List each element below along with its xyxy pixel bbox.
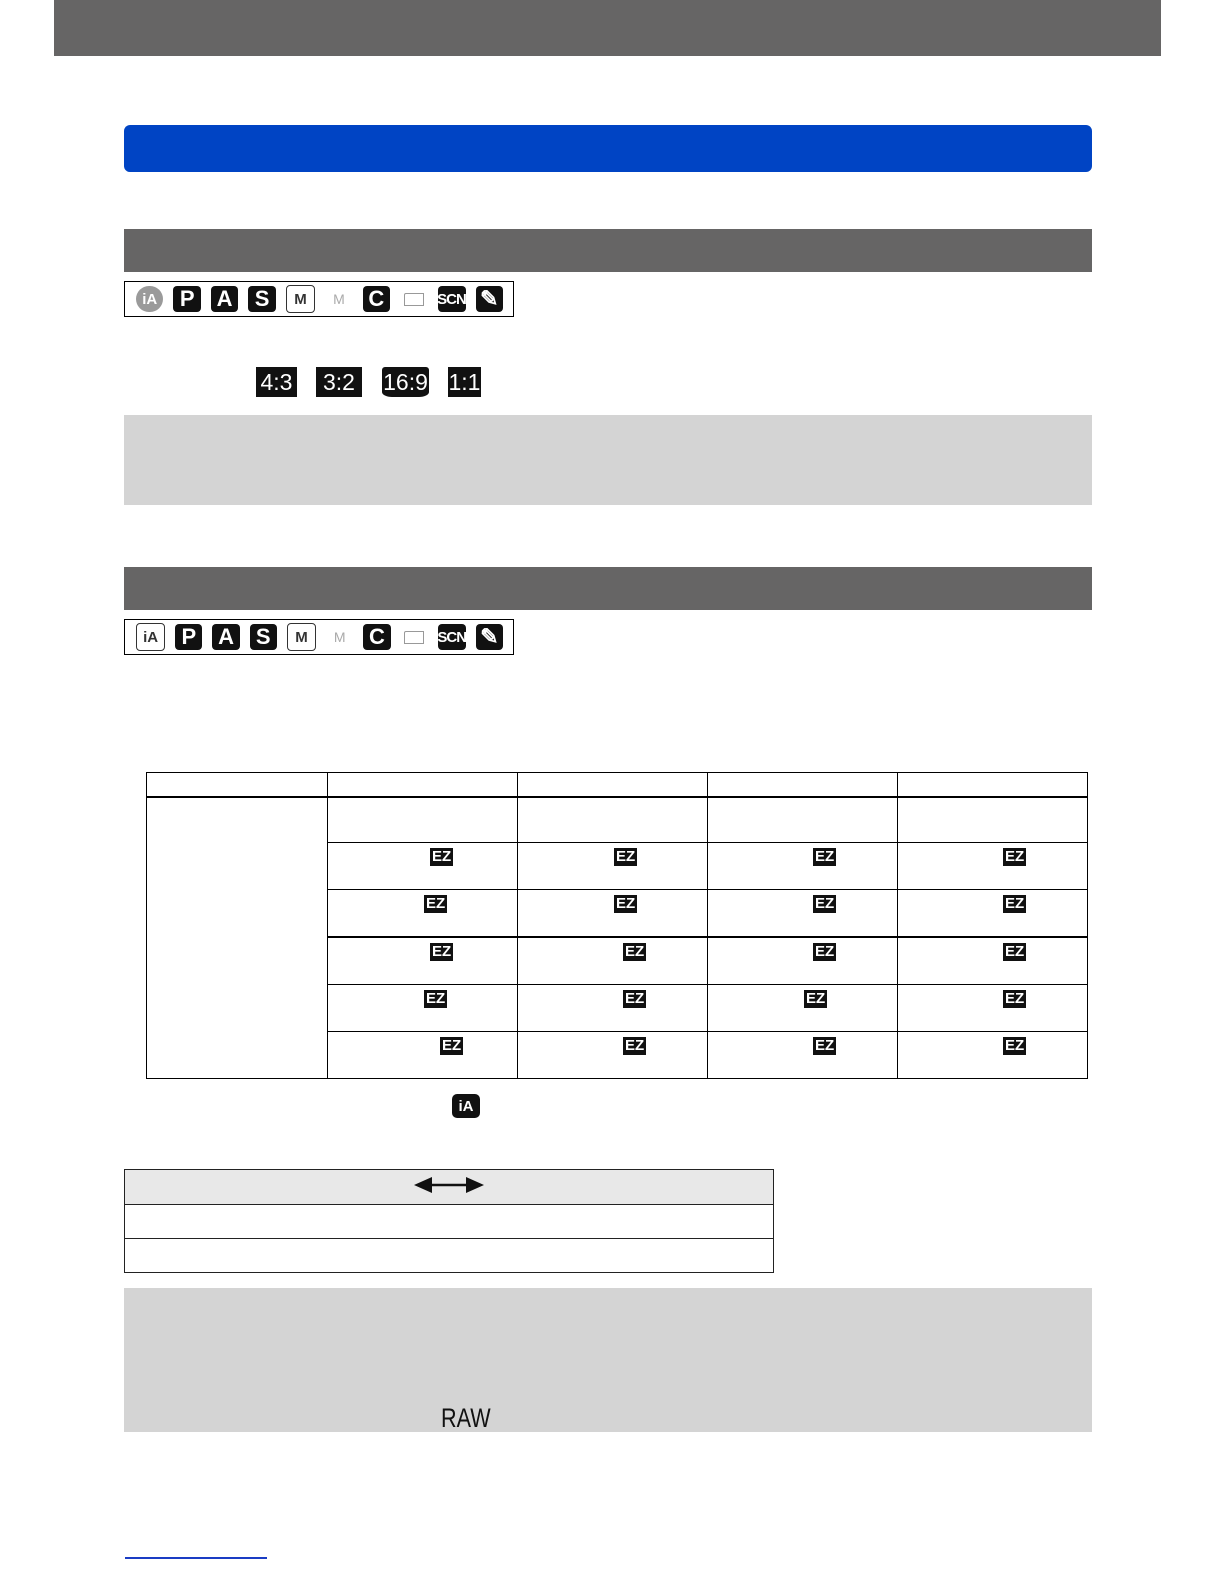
custom-mode-icon: C xyxy=(363,624,390,650)
creative-video-icon: M xyxy=(333,629,346,645)
table-cell xyxy=(328,843,518,890)
ez-icon: EZ xyxy=(1005,943,1025,960)
shutter-priority-icon: S xyxy=(250,624,277,650)
aspect-3-2-icon: 3:2 xyxy=(316,367,362,397)
aperture-priority-icon: A xyxy=(212,624,239,650)
table-cell xyxy=(328,890,518,938)
ez-icon: EZ xyxy=(625,1037,645,1054)
ez-icon: EZ xyxy=(1005,895,1025,912)
intelligent-auto-icon: iA xyxy=(452,1094,480,1118)
table-header-cell xyxy=(518,773,708,798)
table-cell xyxy=(518,985,708,1032)
program-mode-icon: P xyxy=(173,286,200,312)
table-cell xyxy=(708,797,898,843)
ez-icon: EZ xyxy=(442,1037,462,1054)
table-row-label xyxy=(147,797,328,1079)
ez-icon: EZ xyxy=(815,848,835,865)
chapter-title-bar xyxy=(124,125,1092,172)
table-cell xyxy=(898,1032,1088,1079)
manual-mode-icon: M xyxy=(286,285,315,313)
extended-zoom-table xyxy=(124,1169,774,1273)
table-cell xyxy=(708,985,898,1032)
table-header-cell xyxy=(898,773,1088,798)
intelligent-auto-icon: iA xyxy=(136,623,165,651)
note-box-1 xyxy=(124,415,1092,505)
table-row xyxy=(125,1205,774,1239)
table-cell xyxy=(898,985,1088,1032)
table-cell xyxy=(518,937,708,985)
ez-icon: EZ xyxy=(1005,848,1025,865)
ez-icon: EZ xyxy=(815,895,835,912)
raw-quality-icon: RAW xyxy=(441,1403,491,1433)
ez-icon: EZ xyxy=(426,990,446,1007)
table-cell xyxy=(518,1032,708,1079)
table-cell xyxy=(328,797,518,843)
scene-mode-icon: SCN xyxy=(438,624,466,650)
panorama-icon xyxy=(401,624,428,650)
table-cell xyxy=(518,890,708,938)
program-mode-icon: P xyxy=(175,624,202,650)
mode-icons-box xyxy=(124,619,514,655)
ez-icon: EZ xyxy=(1005,990,1025,1007)
picture-size-table xyxy=(146,772,1088,1079)
aspect-16-9-icon: 16:9 xyxy=(382,367,429,397)
table-cell xyxy=(328,937,518,985)
table-cell xyxy=(898,797,1088,843)
table-cell xyxy=(518,797,708,843)
creative-video-icon: M xyxy=(333,291,345,307)
footer-link-underline[interactable] xyxy=(125,1557,267,1559)
mode-icons-box xyxy=(124,281,514,317)
scene-mode-icon: SCN xyxy=(438,286,466,312)
ez-icon: EZ xyxy=(815,943,835,960)
aspect-4-3-icon: 4:3 xyxy=(256,367,297,397)
creative-control-icon: ✎ xyxy=(476,624,503,650)
ez-icon: EZ xyxy=(616,848,636,865)
table-cell xyxy=(708,937,898,985)
table-header-cell xyxy=(147,773,328,798)
ez-icon: EZ xyxy=(616,895,636,912)
ez-icon: EZ xyxy=(1005,1037,1025,1054)
table-cell xyxy=(708,843,898,890)
table-cell xyxy=(898,843,1088,890)
table-row xyxy=(125,1239,774,1273)
ez-icon: EZ xyxy=(432,943,452,960)
table-cell xyxy=(898,890,1088,938)
custom-mode-icon: C xyxy=(363,286,390,312)
ez-icon: EZ xyxy=(625,990,645,1007)
aperture-priority-icon: A xyxy=(211,286,238,312)
table-cell xyxy=(708,1032,898,1079)
page-header-bar xyxy=(54,0,1161,56)
panorama-icon xyxy=(400,286,427,312)
table-header-cell xyxy=(125,1170,774,1205)
section-header-picture-size xyxy=(124,567,1092,610)
table-cell xyxy=(328,985,518,1032)
ez-icon: EZ xyxy=(806,990,826,1007)
aspect-1-1-icon: 1:1 xyxy=(448,367,481,397)
ez-icon: EZ xyxy=(432,848,452,865)
table-cell xyxy=(518,843,708,890)
shutter-priority-icon: S xyxy=(248,286,275,312)
ez-icon: EZ xyxy=(426,895,446,912)
ez-icon: EZ xyxy=(625,943,645,960)
intelligent-auto-icon: iA xyxy=(136,286,163,312)
double-arrow-icon xyxy=(414,1176,484,1194)
table-cell xyxy=(708,890,898,938)
section-header-aspect-ratio xyxy=(124,229,1092,272)
table-header-cell xyxy=(708,773,898,798)
creative-control-icon: ✎ xyxy=(476,286,503,312)
table-cell xyxy=(328,1032,518,1079)
table-cell xyxy=(898,937,1088,985)
note-box-2 xyxy=(124,1288,1092,1432)
table-header-cell xyxy=(328,773,518,798)
ez-icon: EZ xyxy=(815,1037,835,1054)
manual-mode-icon: M xyxy=(287,623,316,651)
